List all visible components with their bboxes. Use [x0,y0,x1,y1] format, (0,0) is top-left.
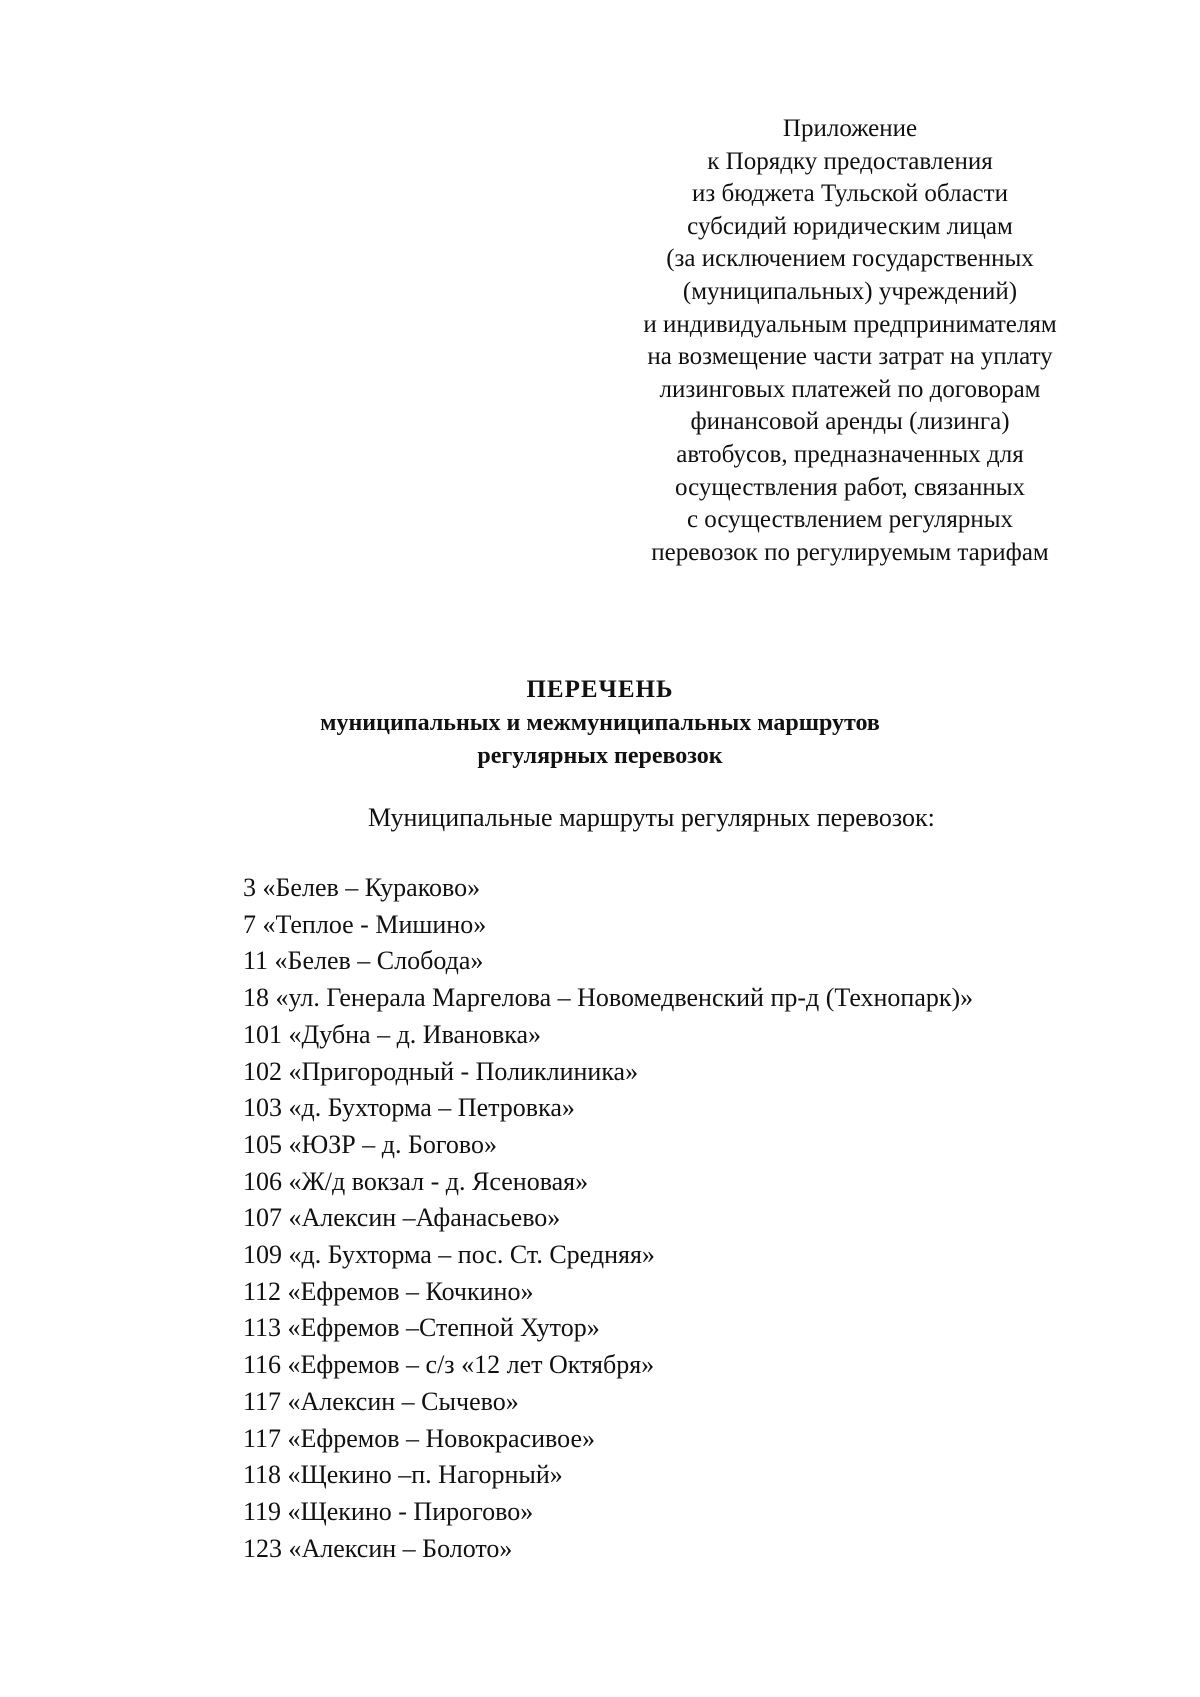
appendix-line: на возмещение части затрат на уплату [647,343,1053,371]
appendix-line: с осуществлением регулярных [686,506,1014,534]
appendix-note [600,113,1100,569]
route-item: 113 «Ефремов –Степной Хутор» [243,1313,600,1343]
appendix-line: лизинговых платежей по договорам [659,375,1041,403]
route-item: 112 «Ефремов – Кочкино» [243,1276,534,1306]
route-item: 117 «Алексин – Сычево» [243,1386,519,1416]
route-item: 117 «Ефремов – Новокрасивое» [243,1423,595,1453]
routes-list [243,870,973,1567]
route-item: 106 «Ж/д вокзал - д. Ясеновая» [243,1166,589,1196]
route-item: 102 «Пригородный - Поликлиника» [243,1056,639,1086]
route-item: 116 «Ефремов – с/з «12 лет Октября» [243,1350,655,1380]
route-item: 119 «Щекино - Пирогово» [243,1496,534,1526]
appendix-line: осуществления работ, связанных [674,473,1026,501]
appendix-line: субсидий юридическим лицам [687,212,1013,240]
appendix-line: перевозок по регулируемым тарифам [651,538,1049,566]
route-item: 109 «д. Бухторма – пос. Ст. Средняя» [243,1240,655,1270]
route-item: 101 «Дубна – д. Ивановка» [243,1019,542,1049]
appendix-line: к Порядку предоставления [707,147,993,175]
route-item: 123 «Алексин – Болото» [243,1533,513,1563]
document-title: ПЕРЕЧЕНЬ [526,676,674,703]
route-item: 11 «Белев – Слобода» [243,946,484,976]
route-item: 105 «ЮЗР – д. Богово» [243,1129,497,1159]
document-subtitle-line: регулярных перевозок [477,743,723,769]
document-subtitle-line: муниципальных и межмуниципальных маршрутов [320,710,880,736]
section-heading: Муниципальные маршруты регулярных перевозок: [368,803,935,832]
route-item: 118 «Щекино –п. Нагорный» [243,1460,563,1490]
route-item: 103 «д. Бухторма – Петровка» [243,1093,575,1123]
route-item: 107 «Алексин –Афанасьево» [243,1203,561,1233]
appendix-line: (муниципальных) учреждений) [682,277,1018,305]
document-title-block [0,672,1200,773]
route-item: 18 «ул. Генерала Маргелова – Новомедвенский пр-д (Технопарк)» [243,983,974,1013]
appendix-line: из бюджета Тульской области [692,180,1008,208]
appendix-line: Приложение [782,115,918,142]
route-item: 7 «Теплое - Мишино» [243,909,487,939]
appendix-line: автобусов, предназначенных для [676,440,1024,468]
appendix-line: (за исключением государственных [666,245,1034,273]
route-item: 3 «Белев – Кураково» [243,873,481,902]
appendix-line: и индивидуальным предпринимателям [643,310,1057,338]
appendix-line: финансовой аренды (лизинга) [690,408,1010,436]
